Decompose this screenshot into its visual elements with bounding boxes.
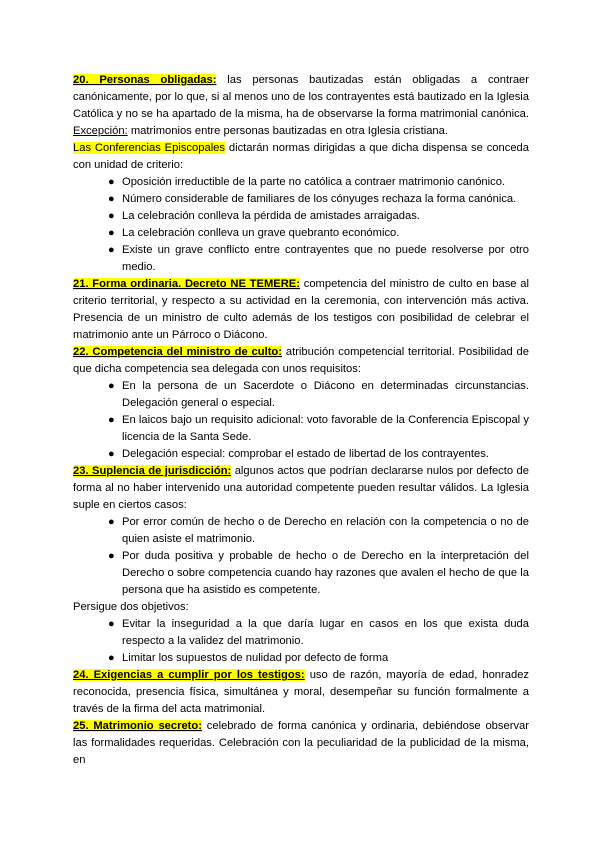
bullet-icon: ● (108, 652, 115, 664)
bullet-icon: ● (108, 210, 115, 222)
section-25 (73, 718, 529, 769)
list-item: ● La celebración conlleva un grave quebranto económico. (73, 225, 529, 242)
objectives-list (73, 616, 529, 667)
list-item: ● Por duda positiva y probable de hecho o de Derecho en la interpretación del Derecho o sobre competencia cuando hay razones que avalen el hecho de que la persona que ha asistido es competente. (108, 550, 529, 596)
section-24-title: 24. Exigencias a cumplir por los testigos: (73, 669, 305, 681)
conferences-paragraph (73, 140, 529, 174)
section-21-title: 21. Forma ordinaria. Decreto NE TEMERE: (73, 278, 300, 290)
bullet-icon: ● (108, 516, 115, 528)
section-20-list (73, 174, 529, 276)
section-23-title: 23. Suplencia de jurisdicción: (73, 465, 232, 477)
list-item: ● La celebración conlleva la pérdida de amistades arraigadas. (73, 208, 529, 225)
section-23-body: algunos actos que podrían declararse nulos por defecto de forma al no haber intervenido una autoridad competente pueden resultar válidos. La Iglesia suple en ciertos casos: (73, 465, 529, 511)
objectives-label: Persigue dos objetivos: (73, 601, 189, 613)
list-item: ● Número considerable de familiares de los cónyuges rechaza la forma canónica. (73, 191, 529, 208)
list-item: ● En la persona de un Sacerdote o Diácono en determinadas circunstancias. Delegación general o especial. (108, 380, 529, 409)
section-20-body: las personas bautizadas están obligadas a contraer canónicamente, por lo que, si al menos uno de los contrayentes está bautizado en la Iglesia Católica y no se ha apartado de la misma, ha de observarse la forma matrimonial canónica. (73, 74, 529, 120)
bullet-icon: ● (108, 618, 115, 630)
bullet-icon: ● (108, 448, 115, 460)
conferences-label: Las Conferencias Episcopales (73, 142, 225, 154)
section-22-title: 22. Competencia del ministro de culto: (73, 346, 282, 358)
bullet-icon: ● (108, 380, 115, 392)
section-22-body: atribución competencial territorial. Posibilidad de que dicha competencia sea delegada con unos requisitos: (73, 346, 529, 375)
section-22-list (73, 378, 529, 463)
bullet-icon: ● (108, 176, 115, 188)
list-item: ● Evitar la inseguridad a la que daría lugar en casos en los que exista duda respecto a la validez del matrimonio. (108, 618, 529, 647)
list-item: ● Oposición irreductible de la parte no católica a contraer matrimonio canónico. (73, 174, 529, 191)
bullet-icon: ● (108, 193, 115, 205)
section-24 (73, 667, 529, 718)
section-23-list (73, 514, 529, 599)
section-25-title: 25. Matrimonio secreto: (73, 720, 202, 732)
bullet-icon: ● (108, 550, 115, 562)
bullet-icon: ● (108, 244, 115, 256)
list-item: ● Por error común de hecho o de Derecho en relación con la competencia o no de quien asiste el matrimonio. (108, 516, 529, 545)
exception-label: Excepción: (73, 125, 128, 137)
section-22 (73, 344, 529, 378)
list-item: ● Delegación especial: comprobar el estado de libertad de los contrayentes. (73, 446, 529, 463)
section-20-title: 20. Personas obligadas: (73, 74, 217, 86)
section-21-body: competencia del ministro de culto en base al criterio territorial, y respecto a su actividad en la ceremonia, con intervención más activa. Presencia de un ministro de culto además de los testigos con posibilidad de celebrar el matrimonio ante un Párroco o Diácono. (73, 278, 529, 341)
section-21 (73, 276, 529, 344)
bullet-icon: ● (108, 227, 115, 239)
section-24-body: uso de razón, mayoría de edad, honradez reconocida, presencia física, simultánea y moral, desempeñar su función formalmente a través de la firma del acta matrimonial. (73, 669, 530, 715)
list-item: ● En laicos bajo un requisito adicional: voto favorable de la Conferencia Episcopal y licencia de la Santa Sede. (108, 414, 529, 443)
section-25-body: celebrado de forma canónica y ordinaria, debiéndose observar las formalidades requeridas. Celebración con la peculiaridad de la publicidad de la misma, en (73, 720, 529, 766)
list-item: ● Existe un grave conflicto entre contrayentes que no puede resolverse por otro medio. (108, 244, 529, 273)
document-page (73, 72, 529, 769)
section-20 (73, 72, 529, 140)
list-item: ● Limitar los supuestos de nulidad por defecto de forma (73, 650, 529, 667)
section-23 (73, 463, 529, 514)
bullet-icon: ● (108, 414, 115, 426)
exception-text: matrimonios entre personas bautizadas en otra Iglesia cristiana. (127, 125, 448, 137)
conferences-text: dictarán normas dirigidas a que dicha dispensa se conceda con unidad de criterio: (73, 142, 529, 171)
